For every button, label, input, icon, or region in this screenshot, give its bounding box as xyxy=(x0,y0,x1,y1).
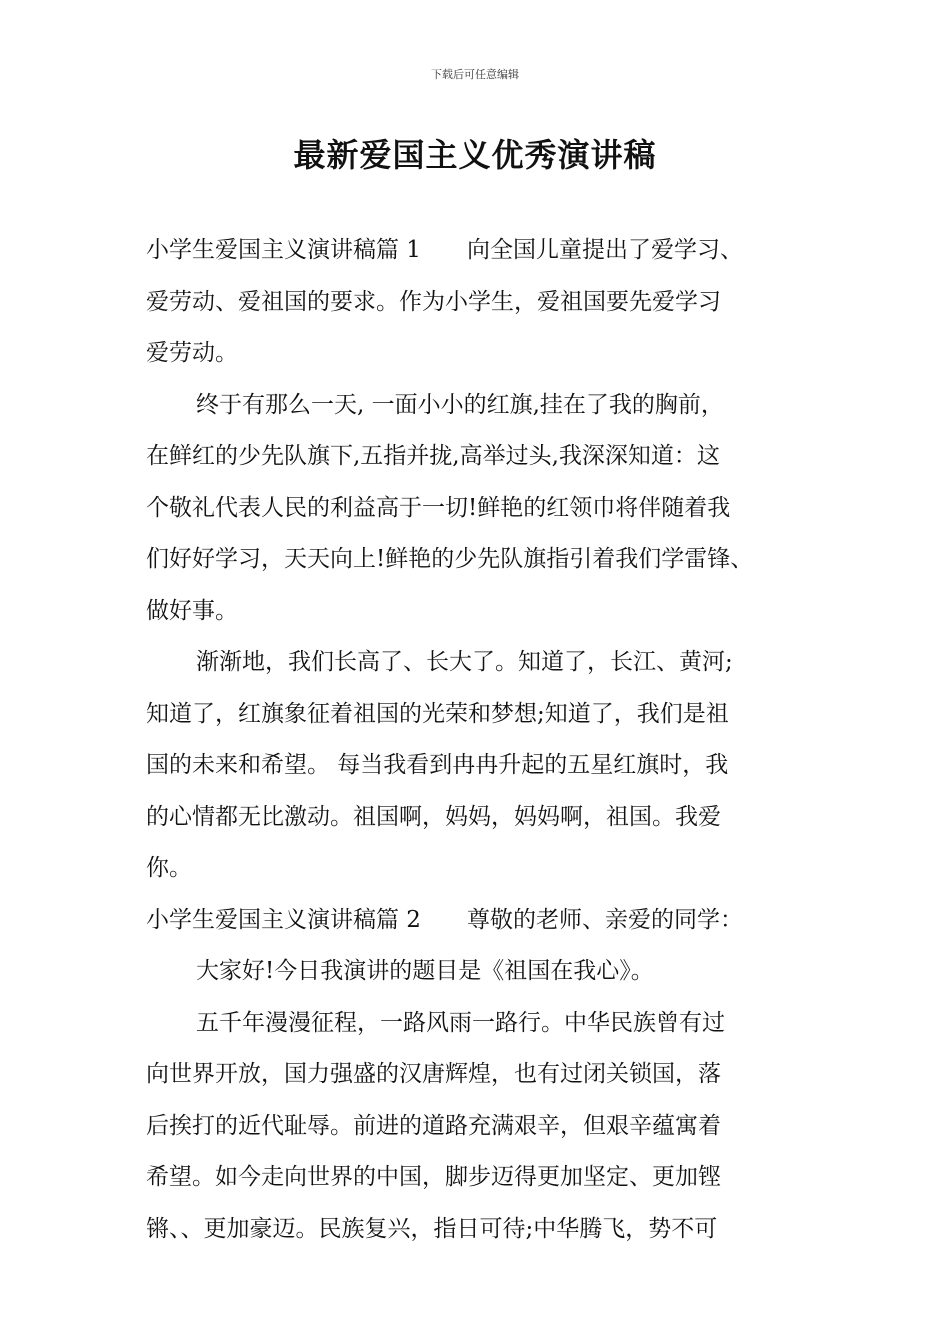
body-line: 做好事。 xyxy=(146,597,238,624)
body-line: 终于有那么一天, 一面小小的红旗,挂在了我的胸前， xyxy=(196,391,724,418)
body-line: 在鲜红的少先队旗下,五指并拢,高举过头,我深深知道：这 xyxy=(146,443,720,469)
body-line: 国的未来和希望。 每当我看到冉冉升起的五星红旗时，我 xyxy=(146,752,729,778)
body-line: 你。 xyxy=(146,855,192,881)
body-line: 五千年漫漫征程，一路风雨一路行。中华民族曾有过 xyxy=(196,1009,725,1036)
body-line: 们好好学习，天天向上!鲜艳的少先队旗指引着我们学雷锋、 xyxy=(146,546,754,572)
header-note: 下载后可任意编辑 xyxy=(431,68,519,81)
body-line: 小学生爱国主义演讲稿篇 1 向全国儿童提出了爱学习、 xyxy=(146,237,743,263)
body-line: 爱劳动。 xyxy=(146,340,238,366)
body-line: 知道了，红旗象征着祖国的光荣和梦想;知道了，我们是祖 xyxy=(146,700,729,727)
body-line: 个敬礼代表人民的利益高于一切!鲜艳的红领巾将伴随着我 xyxy=(146,494,731,521)
body-line: 大家好!今日我演讲的题目是《祖国在我心》。 xyxy=(196,958,654,984)
body-line: 后挨打的近代耻辱。前进的道路充满艰辛，但艰辛蕴寓着 xyxy=(146,1112,721,1139)
body-line: 锵、、更加豪迈。民族复兴，指日可待;中华腾飞，势不可 xyxy=(146,1215,718,1242)
body-line: 向世界开放，国力强盛的汉唐辉煌，也有过闭关锁国，落 xyxy=(146,1061,721,1087)
body-line: 渐渐地，我们长高了、长大了。知道了，长江、黄河; xyxy=(196,649,733,675)
body-line: 的心情都无比激动。祖国啊，妈妈，妈妈啊，祖国。我爱 xyxy=(146,803,721,830)
document-title: 最新爱国主义优秀演讲稿 xyxy=(293,136,657,174)
document-body xyxy=(146,226,753,1256)
body-line: 小学生爱国主义演讲稿篇 2 尊敬的老师、亲爱的同学： xyxy=(146,906,743,933)
body-line: 爱劳动、爱祖国的要求。作为小学生，爱祖国要先爱学习 xyxy=(146,288,721,315)
body-line: 希望。如今走向世界的中国，脚步迈得更加坚定、更加铿 xyxy=(146,1164,721,1190)
